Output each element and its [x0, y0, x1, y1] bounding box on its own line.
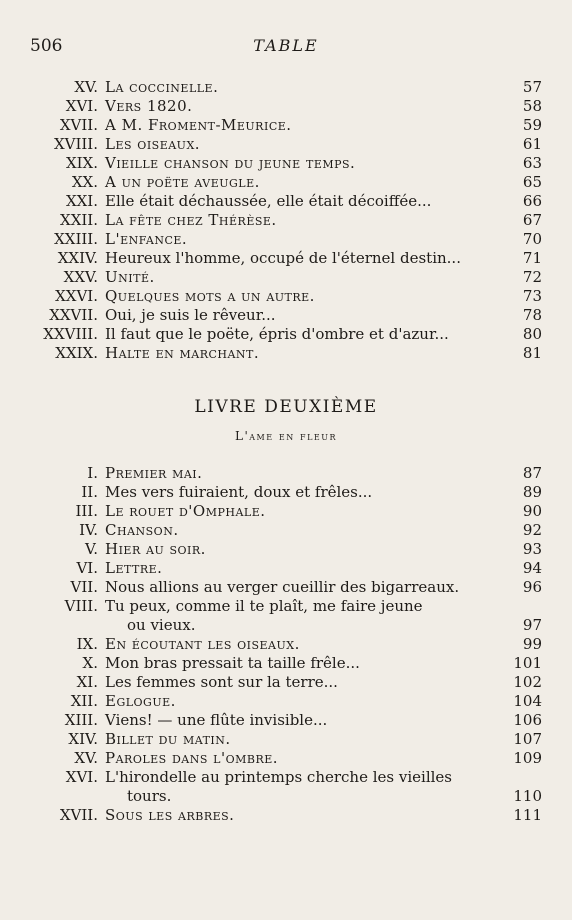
entry-title: [105, 654, 505, 673]
entry-title: [105, 97, 505, 116]
entry-number: XV.: [74, 78, 98, 96]
running-title: TABLE: [253, 36, 319, 55]
entry-title: [105, 483, 505, 502]
entry-title-line: Premier mai.: [105, 464, 203, 482]
entry-number: II.: [81, 483, 98, 501]
entry-title-line: Billet du matin.: [105, 730, 231, 748]
toc-entry: [0, 521, 572, 540]
toc-entry: [0, 559, 572, 578]
entry-number: XXVII.: [49, 306, 98, 324]
entry-page: 89: [522, 483, 542, 501]
entry-title-line: Mes vers fuiraient, doux et frêles...: [105, 483, 373, 501]
entry-title-line: Elle était déchaussée, elle était décoiffée...: [105, 192, 432, 210]
entry-title-line: L'hirondelle au printemps cherche les vieilles: [105, 768, 452, 786]
entry-title: [105, 635, 505, 654]
entry-title-line: Le rouet d'Omphale.: [105, 502, 266, 520]
entry-number: XXVI.: [55, 287, 98, 305]
entry-number: XIV.: [68, 730, 98, 748]
entry-page: 81: [522, 344, 542, 362]
entry-title-line: Mon bras pressait ta taille frêle...: [105, 654, 360, 672]
toc-entry: [0, 135, 572, 154]
entry-page: 65: [522, 173, 542, 191]
toc-entry: [0, 806, 572, 825]
entry-page: 102: [513, 673, 542, 691]
entry-page: 57: [522, 78, 542, 96]
toc-bottom-list: [0, 464, 572, 825]
entry-title: [105, 502, 505, 521]
entry-number: XII.: [70, 692, 98, 710]
entry-title-line: Oui, je suis le rêveur...: [105, 306, 276, 324]
toc-entry: [0, 287, 572, 306]
entry-title-line: Sous les arbres.: [105, 806, 235, 824]
entry-title: [105, 192, 505, 211]
entry-title: [105, 749, 505, 768]
entry-title: [105, 230, 505, 249]
toc-entry: [0, 635, 572, 654]
entry-title: [105, 692, 505, 711]
toc-entry: [0, 502, 572, 521]
entry-title: [105, 249, 505, 268]
entry-number: XIX.: [65, 154, 98, 172]
entry-title: [105, 578, 505, 597]
entry-title-line: Hier au soir.: [105, 540, 206, 558]
toc-entry: [0, 211, 572, 230]
entry-title: [105, 540, 505, 559]
entry-page: 106: [513, 711, 542, 729]
entry-page: 72: [522, 268, 542, 286]
book-subtitle: L'ame en fleur: [234, 429, 337, 443]
toc-top-list: [0, 78, 572, 363]
entry-title-line: Heureux l'homme, occupé de l'éternel destin...: [105, 249, 461, 267]
toc-entry: [0, 483, 572, 502]
entry-title: [105, 464, 505, 483]
entry-number: I.: [87, 464, 98, 482]
toc-entry: [0, 540, 572, 559]
entry-number: XVIII.: [53, 135, 98, 153]
toc-entry: [0, 578, 572, 597]
entry-page: 61: [522, 135, 542, 153]
entry-number: XIII.: [64, 711, 98, 729]
toc-entry: [0, 97, 572, 116]
toc-entry: [0, 78, 572, 97]
entry-number: XX.: [71, 173, 98, 191]
entry-number: XVII.: [59, 806, 98, 824]
toc-entry: [0, 768, 572, 806]
entry-title: [105, 211, 505, 230]
entry-number: XXV.: [63, 268, 98, 286]
entry-number: IV.: [79, 521, 98, 539]
entry-title: [105, 306, 505, 325]
entry-page: 93: [522, 540, 542, 558]
toc-entry: [0, 230, 572, 249]
entry-page: 99: [522, 635, 542, 653]
entry-page: 96: [522, 578, 542, 596]
entry-title-line: Unité.: [105, 268, 155, 286]
toc-entry: [0, 344, 572, 363]
entry-title-line: Les femmes sont sur la terre...: [105, 673, 338, 691]
entry-title: [105, 154, 505, 173]
entry-number: V.: [85, 540, 98, 558]
entry-number: VIII.: [64, 597, 98, 615]
entry-page: 78: [522, 306, 542, 324]
entry-number: XVII.: [59, 116, 98, 134]
entry-page: 94: [522, 559, 542, 577]
entry-title-line: La coccinelle.: [105, 78, 219, 96]
entry-title-line: La fête chez Thérèse.: [105, 211, 277, 229]
entry-title-line: A M. Froment-Meurice.: [105, 116, 292, 134]
entry-title: [105, 173, 505, 192]
entry-page: 59: [522, 116, 542, 134]
toc-entry: [0, 654, 572, 673]
entry-page: 90: [522, 502, 542, 520]
page-number: 506: [30, 36, 63, 56]
entry-page: 80: [522, 325, 542, 343]
entry-title-line: A un poëte aveugle.: [105, 173, 260, 191]
entry-title-line: Chanson.: [105, 521, 179, 539]
entry-title-line: Eglogue.: [105, 692, 176, 710]
entry-title: [105, 521, 505, 540]
book-title: LIVRE DEUXIÈME: [194, 397, 378, 417]
entry-title-line: Vieille chanson du jeune temps.: [105, 154, 356, 172]
toc-entry: [0, 597, 572, 635]
entry-title-line: Il faut que le poëte, épris d'ombre et d'azur...: [105, 325, 449, 343]
entry-number: III.: [75, 502, 98, 520]
toc-entry: [0, 749, 572, 768]
entry-page: 97: [522, 616, 542, 634]
entry-title: [105, 673, 505, 692]
toc-entry: [0, 173, 572, 192]
entry-title: [105, 325, 505, 344]
toc-entry: [0, 116, 572, 135]
entry-number: XXIII.: [54, 230, 98, 248]
entry-page: 70: [522, 230, 542, 248]
toc-entry: [0, 192, 572, 211]
toc-entry: [0, 673, 572, 692]
entry-number: XVI.: [65, 768, 98, 786]
entry-title: [105, 806, 505, 825]
entry-title-line: Halte en marchant.: [105, 344, 260, 362]
toc-entry: [0, 711, 572, 730]
entry-title-line: Lettre.: [105, 559, 163, 577]
entry-page: 101: [513, 654, 542, 672]
entry-page: 111: [513, 806, 542, 824]
entry-page: 73: [522, 287, 542, 305]
toc-entry: [0, 464, 572, 483]
entry-number: XXVIII.: [43, 325, 98, 343]
toc-entry: [0, 306, 572, 325]
entry-title-line: Quelques mots a un autre.: [105, 287, 315, 305]
entry-title: [105, 135, 505, 154]
entry-title-continuation: ou vieux.: [127, 616, 196, 634]
entry-page: 107: [513, 730, 542, 748]
toc-entry: [0, 268, 572, 287]
entry-title: [105, 287, 505, 306]
entry-number: IX.: [76, 635, 98, 653]
entry-title-line: En écoutant les oiseaux.: [105, 635, 300, 653]
entry-number: XI.: [76, 673, 98, 691]
toc-entry: [0, 154, 572, 173]
entry-title-line: Les oiseaux.: [105, 135, 201, 153]
entry-title-line: Tu peux, comme il te plaît, me faire jeune: [105, 597, 423, 615]
entry-number: XVI.: [65, 97, 98, 115]
page-header: [0, 36, 572, 60]
entry-page: 110: [513, 787, 542, 805]
entry-title-line: Vers 1820.: [105, 97, 193, 115]
entry-page: 92: [522, 521, 542, 539]
entry-title: [105, 597, 505, 635]
entry-page: 66: [522, 192, 542, 210]
entry-page: 109: [513, 749, 542, 767]
entry-number: XV.: [74, 749, 98, 767]
entry-title: [105, 768, 505, 806]
entry-title-line: L'enfance.: [105, 230, 188, 248]
entry-page: 104: [513, 692, 542, 710]
toc-entry: [0, 325, 572, 344]
entry-number: XXI.: [65, 192, 98, 210]
entry-title: [105, 78, 505, 97]
entry-title: [105, 344, 505, 363]
entry-title: [105, 268, 505, 287]
entry-title-line: Paroles dans l'ombre.: [105, 749, 279, 767]
entry-number: VI.: [76, 559, 98, 577]
entry-title: [105, 116, 505, 135]
entry-title-continuation: tours.: [127, 787, 172, 805]
entry-title: [105, 559, 505, 578]
entry-page: 63: [522, 154, 542, 172]
entry-page: 71: [522, 249, 542, 267]
entry-page: 67: [522, 211, 542, 229]
entry-title: [105, 711, 505, 730]
entry-number: XXIV.: [57, 249, 98, 267]
entry-number: X.: [82, 654, 98, 672]
entry-page: 87: [522, 464, 542, 482]
entry-title: [105, 730, 505, 749]
toc-entry: [0, 249, 572, 268]
entry-title-line: Nous allions au verger cueillir des bigarreaux.: [105, 578, 460, 596]
toc-entry: [0, 692, 572, 711]
entry-page: 58: [522, 97, 542, 115]
toc-entry: [0, 730, 572, 749]
entry-title-line: Viens! — une flûte invisible...: [105, 711, 328, 729]
entry-number: XXIX.: [55, 344, 98, 362]
entry-number: VII.: [70, 578, 98, 596]
entry-number: XXII.: [60, 211, 98, 229]
